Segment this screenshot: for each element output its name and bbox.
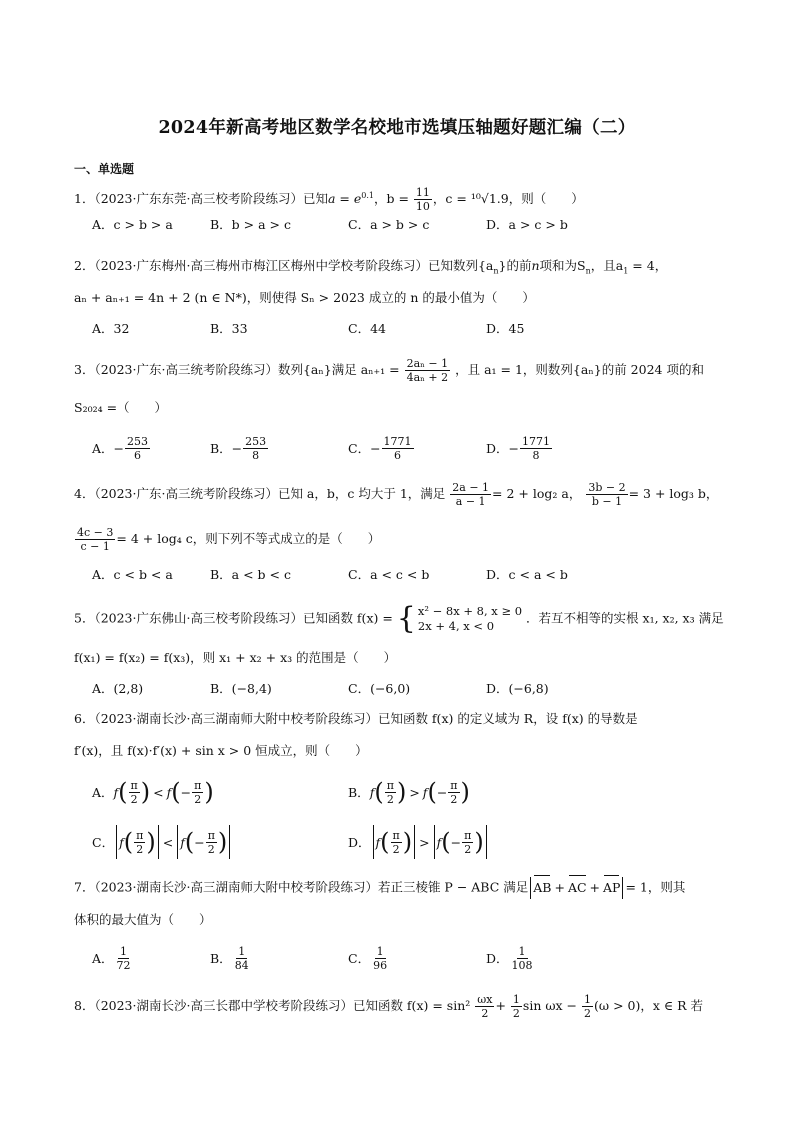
q6-c-two2: 2 bbox=[207, 842, 215, 856]
q7-b-den: 84 bbox=[234, 958, 249, 972]
q6-b-two1: 2 bbox=[386, 792, 394, 806]
q7-c-label: C． bbox=[348, 951, 371, 966]
q1-exp: 0.1 bbox=[361, 191, 374, 200]
q3-a-label: A．− bbox=[92, 441, 125, 456]
q3-prefix: 3．（2023·广东·高三统考阶段练习）数列{aₙ}满足 aₙ₊₁ = bbox=[74, 362, 400, 377]
q6-d-pi2: π bbox=[464, 828, 472, 842]
q6-b-pi1: π bbox=[386, 778, 394, 792]
q7-a-den: 72 bbox=[116, 958, 131, 972]
q7-c-frac bbox=[371, 945, 389, 972]
q4-f1-rhs: = 2 + log₂ a， bbox=[492, 486, 582, 501]
question-3 bbox=[74, 357, 704, 384]
q6-c-frac1 bbox=[134, 829, 145, 856]
q6-c-two1: 2 bbox=[136, 842, 144, 856]
q6-line2: f′(x)，且 f(x)·f′(x) + sin x > 0 恒成立，则（ ） bbox=[74, 743, 368, 758]
q4-f1-den: a − 1 bbox=[455, 495, 486, 508]
q6-option-a[interactable]: A． f ( π 2 ) < f ( − $\frac{\pi}{2}$ ) bbox=[92, 778, 214, 806]
q3-b-den: 8 bbox=[252, 448, 260, 462]
q8-frac-1 bbox=[475, 993, 494, 1020]
q6-a-frac2 bbox=[192, 779, 203, 806]
q4-f1-num: 2a − 1 bbox=[452, 481, 490, 494]
q1-prefix: 1．（2023·广东东莞·高三校考阶段练习）已知 bbox=[74, 191, 328, 207]
q7-a-num: 1 bbox=[120, 944, 128, 958]
q3-den: 4aₙ + 2 bbox=[406, 371, 449, 384]
q3-num: 2aₙ − 1 bbox=[406, 357, 449, 370]
q3-option-a[interactable] bbox=[92, 428, 151, 468]
q6-b-label: B． bbox=[348, 785, 370, 800]
q1-c-expr: ，c = ¹⁰√1.9 bbox=[432, 191, 509, 207]
q6-c-f1: f bbox=[119, 834, 124, 850]
q7-vec-ap: AP bbox=[603, 878, 620, 898]
q8-f2-den: 2 bbox=[512, 1007, 520, 1020]
q1-mid: ，b = bbox=[373, 191, 409, 207]
q3-fraction bbox=[405, 357, 451, 384]
q3-option-c[interactable] bbox=[348, 428, 415, 468]
q7-b-num: 1 bbox=[238, 944, 246, 958]
q6-d-two2: 2 bbox=[464, 842, 472, 856]
q5-option-c[interactable]: C．(−6,0) bbox=[348, 681, 411, 696]
q6-c-frac2 bbox=[206, 829, 217, 856]
q6-a-label: A． bbox=[92, 785, 114, 800]
q1-option-b[interactable]: B．b > a > c bbox=[210, 217, 291, 232]
q4-option-b[interactable]: B．a < b < c bbox=[210, 567, 291, 582]
q2-option-b[interactable]: B．33 bbox=[210, 321, 248, 336]
q5-piecewise: { x² − 8x + 8, x ≥ 0 2x + 4, x < 0 bbox=[396, 601, 523, 636]
q8-f1-num: ωx bbox=[477, 993, 493, 1006]
q4-fraction-1 bbox=[450, 481, 491, 508]
q6-line1: 6．（2023·湖南长沙·高三湖南师大附中校考阶段练习）已知函数 f(x) 的定义域为 R，设 f(x) 的导数是 bbox=[74, 711, 638, 726]
section-heading: 一、单选题 bbox=[74, 162, 135, 176]
q6-a-f1: f bbox=[113, 784, 119, 800]
q1-b-num: 11 bbox=[415, 186, 430, 200]
q7-d-num: 1 bbox=[518, 944, 526, 958]
q3-d-den: 8 bbox=[532, 448, 540, 462]
q6-c-label: C． bbox=[92, 835, 115, 850]
q8-f2-num: 1 bbox=[512, 993, 520, 1006]
q3-line2: S₂₀₂₄ =（ ） bbox=[74, 400, 168, 415]
q7-vec-ab: AB bbox=[533, 878, 551, 898]
q6-d-frac1 bbox=[391, 829, 402, 856]
q6-a-two2: 2 bbox=[194, 792, 202, 806]
q3-c-num: 1771 bbox=[383, 434, 412, 448]
q2-line1-a: 2．（2023·广东梅州·高三梅州市梅江区梅州中学校考阶段练习）已知数列{a bbox=[74, 258, 494, 273]
q6-d-op: > bbox=[419, 834, 430, 850]
q3-d-num: 1771 bbox=[522, 434, 550, 448]
q3-suffix: ，且 a₁ = 1，则数列{aₙ}的前 2024 项的和 bbox=[455, 362, 704, 377]
q4-f2-den: b − 1 bbox=[591, 495, 623, 508]
q8-frac-2 bbox=[511, 993, 522, 1020]
q6-d-f2: f bbox=[436, 834, 442, 850]
q4-fraction-3 bbox=[75, 526, 115, 553]
q7-d-label: D． bbox=[486, 951, 509, 966]
q3-d-label: D．− bbox=[486, 441, 519, 456]
q7-b-label: B． bbox=[210, 951, 232, 966]
q8-suffix: (ω > 0)，x ∈ R 若 bbox=[594, 998, 703, 1013]
q3-d-frac bbox=[520, 435, 552, 462]
q6-d-pi1: π bbox=[392, 828, 400, 842]
q2-line2: aₙ + aₙ₊₁ = 4n + 2 (n ∈ N*)，则使得 Sₙ > 2023 成立的 n 的最小值为（ ） bbox=[74, 290, 535, 305]
q8-frac-3 bbox=[582, 993, 593, 1020]
q8-mid: sin ωx − bbox=[522, 998, 578, 1013]
q6-d-two1: 2 bbox=[392, 842, 400, 856]
q8-f3-den: 2 bbox=[584, 1007, 592, 1020]
q7-vec-ac: AC bbox=[568, 878, 587, 898]
q4-f2-rhs: = 3 + log₃ b， bbox=[628, 486, 719, 501]
q6-b-pi2: π bbox=[450, 778, 458, 792]
q5-prefix: 5．（2023·广东佛山·高三校考阶段练习）已知函数 f(x) = bbox=[74, 610, 393, 626]
q4-f3-rhs: = 4 + log₄ c，则下列不等式成立的是（ ） bbox=[116, 531, 381, 546]
q6-d-minus: − bbox=[450, 834, 462, 850]
q6-c-pi1: π bbox=[136, 828, 144, 842]
q6-b-op: > bbox=[409, 784, 420, 800]
q8-plus: + bbox=[495, 998, 506, 1013]
q1-option-a[interactable]: A．c > b > a bbox=[92, 217, 173, 232]
q6-d-frac2 bbox=[462, 829, 473, 856]
q5-option-d[interactable]: D．(−6,8) bbox=[486, 681, 549, 696]
q6-b-two2: 2 bbox=[450, 792, 458, 806]
q1-suffix: ，则（ ） bbox=[508, 191, 584, 207]
q7-a-frac bbox=[115, 945, 133, 972]
q2-option-d[interactable]: D．45 bbox=[486, 321, 525, 336]
question-4 bbox=[74, 481, 718, 508]
q6-b-f1: f bbox=[369, 784, 375, 800]
q5-row2: 2x + 4, x < 0 bbox=[417, 619, 495, 633]
page-title: 2024年新高考地区数学名校地市选填压轴题好题汇编（二） bbox=[158, 118, 636, 138]
q5-option-a[interactable]: A．(2,8) bbox=[92, 681, 144, 696]
q5-option-b[interactable]: B．(−8,4) bbox=[210, 681, 272, 696]
q6-d-label: D． bbox=[348, 835, 371, 850]
q6-b-frac2 bbox=[448, 779, 459, 806]
q8-prefix: 8．（2023·湖南长沙·高三长郡中学校考阶段练习）已知函数 f(x) = sin² bbox=[74, 998, 471, 1013]
q2-line1-e: = 4， bbox=[628, 258, 668, 273]
q5-line2: f(x₁) = f(x₂) = f(x₃)，则 x₁ + x₂ + x₃ 的范围是（ ） bbox=[74, 650, 397, 665]
q4-f3-num: 4c − 3 bbox=[77, 526, 114, 539]
q3-b-label: B．− bbox=[210, 441, 243, 456]
q3-a-num: 253 bbox=[127, 434, 149, 448]
q1-b-den: 10 bbox=[415, 200, 430, 214]
q6-b-minus: − bbox=[436, 784, 448, 800]
q3-c-label: C．− bbox=[348, 441, 381, 456]
q7-option-b[interactable] bbox=[210, 938, 252, 978]
q4-line2 bbox=[74, 526, 380, 553]
q2-line1-b: }的前 bbox=[498, 258, 532, 273]
question-2: 2．（2023·广东梅州·高三梅州市梅江区梅州中学校考阶段练习）已知数列$\{a_n\}$的前n项和为$S_n$，且$a_1 = 4$， bbox=[74, 258, 668, 276]
q1-option-d[interactable]: D．a > c > b bbox=[486, 217, 568, 232]
q7-line2: 体积的最大值为（ ） bbox=[74, 912, 212, 927]
q1-fraction-b bbox=[414, 186, 432, 213]
q3-a-frac bbox=[125, 435, 150, 462]
q6-option-d[interactable]: D． f ( π 2 ) > f ( − $\frac{\pi}{2}$ ) bbox=[348, 822, 489, 862]
q5-suffix: ．若互不相等的实根 x₁, x₂, x₃ 满足 bbox=[526, 610, 724, 626]
question-5 bbox=[74, 601, 724, 636]
q6-a-minus: − bbox=[180, 784, 192, 800]
q6-a-frac1 bbox=[129, 779, 140, 806]
q3-option-b[interactable] bbox=[210, 428, 269, 468]
q7-prefix: 7．（2023·湖南长沙·高三湖南师大附中校考阶段练习）若正三棱锥 P − ABC 满足 bbox=[74, 879, 529, 895]
q2-line1-c: 项和为S bbox=[539, 258, 586, 273]
q2-line1-d: ，且a bbox=[590, 258, 624, 273]
q6-option-c[interactable]: C． f ( π 2 ) < f ( − $\frac{\pi}{2}$ ) bbox=[92, 822, 232, 862]
q6-c-pi2: π bbox=[207, 828, 215, 842]
q6-c-f2: f bbox=[180, 834, 185, 850]
q6-d-f1: f bbox=[375, 834, 381, 850]
q7-c-num: 1 bbox=[376, 944, 384, 958]
q7-c-den: 96 bbox=[373, 958, 388, 972]
q4-f2-num: 3b − 2 bbox=[588, 481, 626, 494]
q8-f3-num: 1 bbox=[584, 993, 592, 1006]
q6-a-pi1: π bbox=[130, 778, 138, 792]
q7-option-a[interactable] bbox=[92, 938, 134, 978]
q4-option-c[interactable]: C．a < c < b bbox=[348, 567, 430, 582]
q4-fraction-2 bbox=[586, 481, 627, 508]
q6-a-op: < bbox=[153, 784, 164, 800]
q6-a-f2: f bbox=[166, 784, 172, 800]
q1-option-c[interactable]: C．a > b > c bbox=[348, 217, 430, 232]
q3-a-den: 6 bbox=[134, 448, 142, 462]
q4-option-d[interactable]: D．c < a < b bbox=[486, 567, 568, 582]
q2-option-a[interactable]: A．32 bbox=[92, 321, 130, 336]
q7-b-frac bbox=[233, 945, 251, 972]
q7-suffix: = 1，则其 bbox=[625, 879, 686, 895]
q3-c-frac bbox=[382, 435, 414, 462]
q3-b-num: 253 bbox=[245, 434, 267, 448]
q7-option-d[interactable] bbox=[486, 938, 536, 978]
q7-option-c[interactable] bbox=[348, 938, 390, 978]
q4-prefix: 4．（2023·广东·高三统考阶段练习）已知 a，b，c 均大于 1，满足 bbox=[74, 486, 446, 501]
q7-d-den: 108 bbox=[511, 958, 533, 972]
q3-option-d[interactable] bbox=[486, 428, 553, 468]
q6-option-b[interactable]: B． f ( π 2 ) > f ( − $\frac{\pi}{2}$ ) bbox=[348, 778, 470, 806]
question-1 bbox=[74, 186, 584, 213]
q1-expr-a: a = e bbox=[327, 191, 362, 207]
q4-option-a[interactable]: A．c < b < a bbox=[92, 567, 173, 582]
q2-option-c[interactable]: C．44 bbox=[348, 321, 386, 336]
q8-f1-den: 2 bbox=[481, 1007, 489, 1020]
q6-c-minus: − bbox=[194, 834, 205, 850]
q6-c-op: < bbox=[162, 834, 174, 850]
q6-a-two1: 2 bbox=[130, 792, 138, 806]
q6-b-frac1 bbox=[385, 779, 396, 806]
q6-b-f2: f bbox=[422, 784, 428, 800]
q7-plus-2: + bbox=[589, 879, 601, 895]
q3-c-den: 6 bbox=[394, 448, 402, 462]
question-8 bbox=[74, 993, 703, 1020]
q5-row1: x² − 8x + 8, x ≥ 0 bbox=[417, 604, 523, 618]
q4-f3-den: c − 1 bbox=[80, 540, 110, 553]
question-7 bbox=[74, 877, 685, 899]
q7-d-frac bbox=[510, 945, 535, 972]
q3-b-frac bbox=[243, 435, 268, 462]
q7-plus-1: + bbox=[554, 879, 565, 895]
q6-a-pi2: π bbox=[194, 778, 202, 792]
q7-a-label: A． bbox=[92, 951, 114, 966]
